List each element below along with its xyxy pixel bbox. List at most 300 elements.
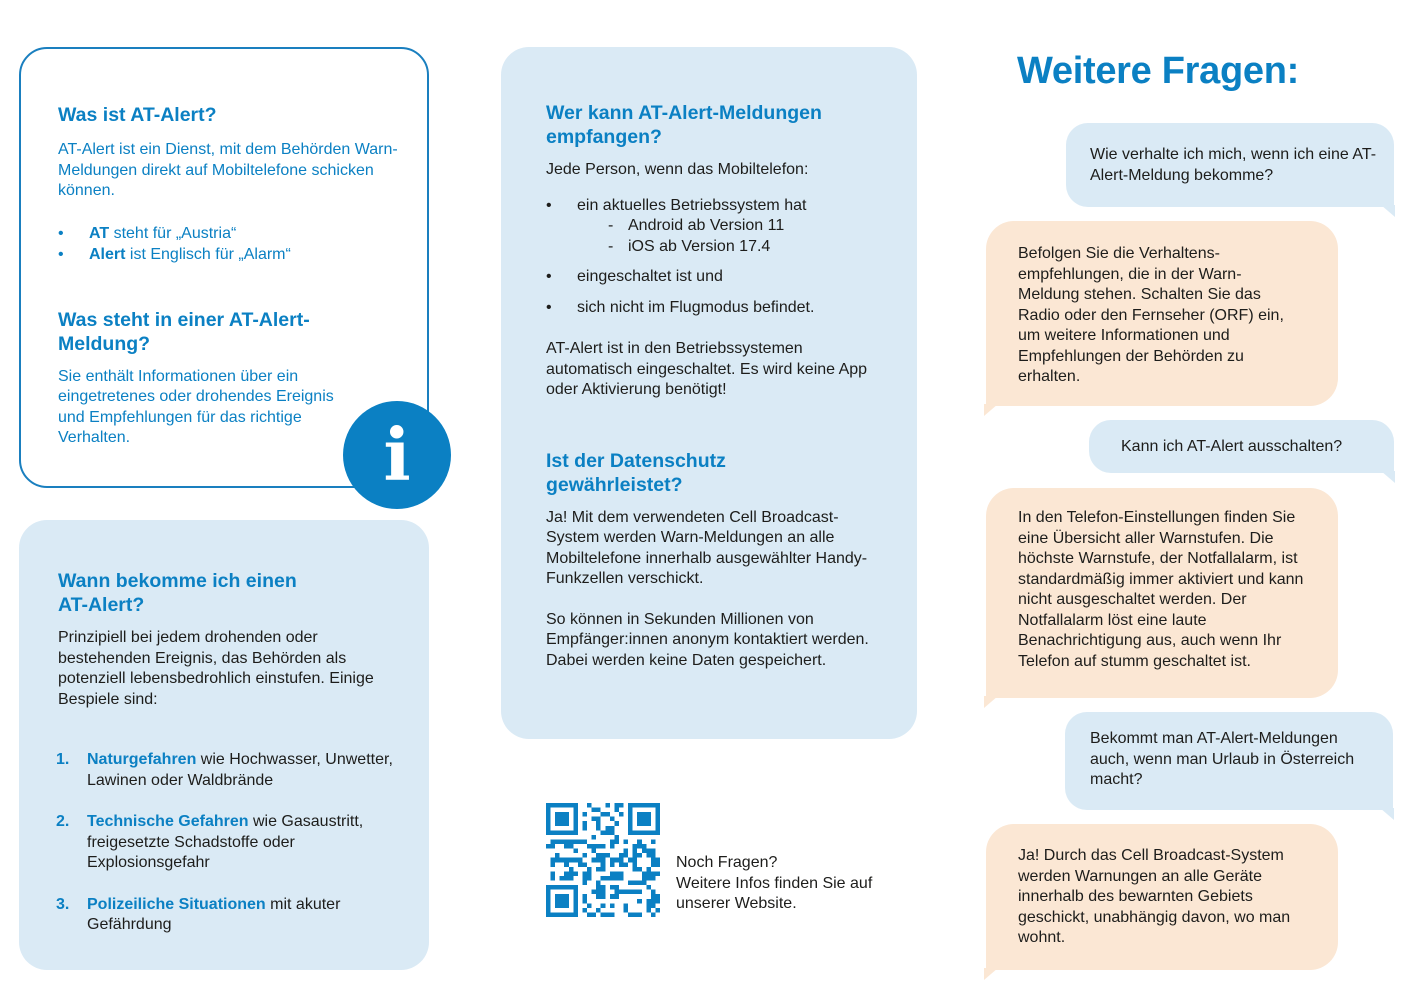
qr-module bbox=[564, 894, 569, 899]
what-is-text: AT-Alert ist ein Dienst, mit dem Behörden Warn-Meldungen direkt auf Mobiltelefone schicken können. bbox=[58, 141, 398, 199]
qr-module bbox=[569, 885, 574, 890]
qr-module bbox=[651, 894, 656, 899]
qr-module bbox=[555, 821, 560, 826]
qr-module bbox=[646, 899, 651, 904]
qr-module bbox=[624, 903, 629, 908]
qr-module bbox=[601, 912, 606, 917]
question-bubble bbox=[1089, 420, 1394, 473]
qr-module bbox=[642, 812, 647, 817]
qr-module bbox=[633, 849, 638, 854]
qr-module bbox=[601, 876, 606, 881]
bullet-bold: AT bbox=[89, 224, 110, 242]
list-number: 3. bbox=[56, 895, 70, 913]
qr-module bbox=[651, 853, 656, 858]
qr-module bbox=[646, 871, 651, 876]
qr-module bbox=[596, 817, 601, 822]
answer-text: In den Telefon-Einstellungen finden Sie eine Übersicht aller Warnstufen. Die höchste Warnstufe, der Notfallalarm, ist standardmäßig immer aktiviert und kann nicht ausgeschaltet werden. Der Notfallalarm löst eine laute Benachrichtigung aus, auch wenn Ihr Telefon auf stumm geschaltet ist. bbox=[1018, 509, 1304, 670]
qr-module bbox=[605, 912, 610, 917]
qr-module bbox=[573, 912, 578, 917]
qr-module bbox=[573, 871, 578, 876]
qr-caption-line2: Weitere Infos finden Sie auf unserer Website. bbox=[676, 874, 873, 912]
qr-module bbox=[569, 844, 574, 849]
os-sub-list bbox=[608, 216, 891, 257]
qr-module bbox=[569, 830, 574, 835]
qr-module bbox=[569, 858, 574, 863]
list-rest: wie Hochwasser, Unwetter, Lawinen oder Waldbrände bbox=[87, 751, 393, 789]
qr-module bbox=[560, 839, 565, 844]
message-content-heading: Was steht in einer AT-Alert-Meldung? bbox=[58, 308, 310, 355]
qr-module bbox=[551, 858, 556, 863]
qr-caption-line1: Noch Fragen? bbox=[676, 854, 778, 871]
qr-module bbox=[569, 876, 574, 881]
qr-module bbox=[555, 912, 560, 917]
qr-module bbox=[624, 853, 629, 858]
qr-module bbox=[582, 881, 587, 886]
qr-module bbox=[569, 912, 574, 917]
qr-module bbox=[637, 839, 642, 844]
qr-module bbox=[619, 858, 624, 863]
qr-module bbox=[587, 803, 592, 808]
qr-module bbox=[610, 826, 615, 831]
qr-module bbox=[633, 912, 638, 917]
qr-module bbox=[592, 858, 597, 863]
requirements-list bbox=[546, 196, 891, 319]
qr-module bbox=[605, 812, 610, 817]
qr-module bbox=[551, 871, 556, 876]
qr-module bbox=[555, 817, 560, 822]
qr-module bbox=[555, 830, 560, 835]
qr-module bbox=[564, 903, 569, 908]
qr-module bbox=[610, 903, 615, 908]
qr-module bbox=[642, 817, 647, 822]
qr-module bbox=[637, 803, 642, 808]
list-item bbox=[546, 196, 891, 258]
qr-module bbox=[614, 821, 619, 826]
qr-module bbox=[619, 862, 624, 867]
qr-module bbox=[646, 853, 651, 858]
qr-module bbox=[564, 912, 569, 917]
anonymity-text: So können in Sekunden Millionen von Empfänger:innen anonym kontaktiert werden. Dabei werden keine Daten gespeichert. bbox=[546, 610, 869, 669]
auto-enabled-text: AT-Alert ist in den Betriebssystemen automatisch eingeschaltet. Es wird keine App oder Aktivierung benötigt! bbox=[546, 340, 868, 398]
qr-module bbox=[592, 844, 597, 849]
bullet-rest: steht für „Austria“ bbox=[109, 224, 237, 242]
question-bubble bbox=[1065, 712, 1393, 810]
qr-module bbox=[624, 890, 629, 895]
bullet-bold: Alert bbox=[89, 245, 126, 263]
message-content-text: Sie enthält Informationen über ein eingetretenes oder drohendes Ereignis und Empfehlungen für das richtige Verhalten. bbox=[58, 367, 334, 446]
qr-module bbox=[605, 853, 610, 858]
qr-module bbox=[564, 858, 569, 863]
qr-module bbox=[646, 908, 651, 913]
qr-module bbox=[651, 899, 656, 904]
qr-module bbox=[569, 839, 574, 844]
qr-module bbox=[646, 885, 651, 890]
qr-module bbox=[596, 894, 601, 899]
qr-module bbox=[564, 862, 569, 867]
qr-module bbox=[655, 826, 660, 831]
qr-module bbox=[646, 817, 651, 822]
qr-module bbox=[587, 876, 592, 881]
qr-module bbox=[596, 853, 601, 858]
qr-module bbox=[555, 903, 560, 908]
qr-module bbox=[573, 817, 578, 822]
qr-module bbox=[646, 876, 651, 881]
bullet-item bbox=[58, 244, 398, 265]
qr-module bbox=[596, 858, 601, 863]
bullet-dot: • bbox=[546, 298, 552, 316]
qr-module bbox=[592, 912, 597, 917]
qr-module bbox=[555, 885, 560, 890]
qr-module bbox=[637, 867, 642, 872]
qr-module bbox=[642, 849, 647, 854]
qr-module bbox=[546, 821, 551, 826]
qr-module bbox=[573, 830, 578, 835]
qr-module bbox=[628, 803, 633, 808]
qr-module bbox=[596, 908, 601, 913]
qr-module bbox=[651, 876, 656, 881]
who-intro: Jede Person, wenn das Mobiltelefon: bbox=[546, 161, 809, 178]
qr-module bbox=[655, 894, 660, 899]
who-heading: Wer kann AT-Alert-Meldungen empfangen? bbox=[546, 102, 822, 148]
list-item bbox=[58, 750, 408, 791]
qr-module bbox=[573, 839, 578, 844]
bullet-rest: ist Englisch für „Alarm“ bbox=[125, 245, 291, 263]
qr-module bbox=[546, 817, 551, 822]
qr-module bbox=[587, 903, 592, 908]
qr-module bbox=[646, 903, 651, 908]
qr-module bbox=[619, 871, 624, 876]
qr-module bbox=[651, 858, 656, 863]
qr-module bbox=[569, 871, 574, 876]
list-number: 2. bbox=[56, 813, 70, 830]
qr-module bbox=[555, 839, 560, 844]
qr-module bbox=[655, 821, 660, 826]
answer-text: Ja! Durch das Cell Broadcast-System werden Warnungen an alle Geräte innerhalb des bewarnten Gebiets geschickt, unabhängig davon, wo man wohnt. bbox=[1018, 847, 1291, 946]
qr-module bbox=[546, 903, 551, 908]
qr-module bbox=[651, 903, 656, 908]
qr-module bbox=[596, 826, 601, 831]
qr-module bbox=[560, 858, 565, 863]
qr-module bbox=[551, 839, 556, 844]
qr-module bbox=[642, 821, 647, 826]
qr-module bbox=[564, 817, 569, 822]
qr-module bbox=[610, 839, 615, 844]
qr-module bbox=[578, 862, 583, 867]
bullet-dot: • bbox=[546, 268, 552, 285]
bullet-item bbox=[58, 223, 398, 244]
qr-module bbox=[651, 849, 656, 854]
qr-module bbox=[564, 844, 569, 849]
qr-module bbox=[551, 803, 556, 808]
list-rest: wie Gasaustritt, freigesetzte Schadstoffe oder Explosionsgefahr bbox=[87, 813, 364, 871]
list-item bbox=[58, 895, 408, 936]
qr-module bbox=[560, 894, 565, 899]
qr-module bbox=[587, 867, 592, 872]
qr-module bbox=[573, 858, 578, 863]
answer-bubble bbox=[986, 488, 1338, 698]
question-text: Kann ich AT-Alert ausschalten? bbox=[1121, 438, 1343, 455]
qr-module bbox=[582, 862, 587, 867]
qr-module bbox=[619, 853, 624, 858]
qr-module bbox=[633, 830, 638, 835]
qr-module bbox=[601, 894, 606, 899]
qr-module bbox=[624, 908, 629, 913]
qr-module bbox=[573, 899, 578, 904]
qr-module bbox=[596, 867, 601, 872]
qr-module bbox=[582, 826, 587, 831]
qr-module bbox=[551, 885, 556, 890]
qr-module bbox=[592, 808, 597, 813]
qr-module bbox=[610, 858, 615, 863]
qr-module bbox=[564, 803, 569, 808]
qr-module bbox=[569, 867, 574, 872]
qr-module bbox=[614, 876, 619, 881]
qr-module bbox=[651, 803, 656, 808]
qr-module bbox=[637, 912, 642, 917]
list-text: sich nicht im Flugmodus befindet. bbox=[577, 298, 815, 316]
qr-module bbox=[573, 812, 578, 817]
qr-module bbox=[569, 803, 574, 808]
qr-module bbox=[637, 853, 642, 858]
privacy-heading: Ist der Datenschutz gewährleistet? bbox=[546, 449, 726, 496]
who-card-content bbox=[546, 101, 891, 671]
qr-module bbox=[628, 812, 633, 817]
qr-module bbox=[573, 903, 578, 908]
qr-module bbox=[619, 876, 624, 881]
qr-module bbox=[633, 858, 638, 863]
qr-module bbox=[601, 890, 606, 895]
qr-module bbox=[601, 858, 606, 863]
qr-module bbox=[605, 803, 610, 808]
list-item bbox=[58, 812, 408, 874]
qr-module bbox=[628, 808, 633, 813]
qr-module bbox=[546, 803, 551, 808]
qr-module bbox=[633, 862, 638, 867]
qr-module bbox=[642, 830, 647, 835]
qr-module bbox=[560, 803, 565, 808]
qr-module bbox=[614, 803, 619, 808]
qr-module bbox=[610, 876, 615, 881]
info-icon: i bbox=[343, 401, 451, 509]
qr-module bbox=[651, 871, 656, 876]
qr-module bbox=[633, 803, 638, 808]
qr-module bbox=[560, 821, 565, 826]
when-intro: Prinzipiell bei jedem drohenden oder bestehenden Ereignis, das Behörden als potenziell lebensbedrohlich einstufen. Einige Bespiele sind: bbox=[58, 629, 374, 708]
qr-module bbox=[610, 912, 615, 917]
qr-module bbox=[628, 830, 633, 835]
qr-module bbox=[614, 871, 619, 876]
qr-module bbox=[628, 858, 633, 863]
who-card bbox=[501, 47, 917, 739]
qr-module bbox=[573, 885, 578, 890]
list-text: eingeschaltet ist und bbox=[577, 268, 723, 285]
qr-module bbox=[587, 871, 592, 876]
what-is-heading: Was ist AT-Alert? bbox=[58, 104, 217, 126]
qr-module bbox=[605, 876, 610, 881]
qr-module bbox=[555, 899, 560, 904]
list-bold: Naturgefahren bbox=[87, 751, 197, 768]
qr-module bbox=[637, 812, 642, 817]
qr-module bbox=[551, 830, 556, 835]
qr-module bbox=[637, 890, 642, 895]
qr-module bbox=[587, 844, 592, 849]
qr-module bbox=[555, 894, 560, 899]
qr-module bbox=[651, 862, 656, 867]
qr-module bbox=[592, 849, 597, 854]
qr-module bbox=[614, 808, 619, 813]
qr-module bbox=[610, 885, 615, 890]
qr-module bbox=[655, 899, 660, 904]
privacy-text: Ja! Mit dem verwendeten Cell Broadcast-System werden Warn-Meldungen an alle Mobiltelefone innerhalb ausgewählter Handy-Funkzellen verschickt. bbox=[546, 508, 868, 587]
qr-module bbox=[573, 908, 578, 913]
qr-module bbox=[651, 890, 656, 895]
qr-module bbox=[655, 803, 660, 808]
qr-module bbox=[592, 817, 597, 822]
qr-code[interactable] bbox=[546, 803, 660, 917]
qr-module bbox=[546, 808, 551, 813]
qr-module bbox=[573, 808, 578, 813]
qr-module bbox=[646, 812, 651, 817]
qr-module bbox=[605, 830, 610, 835]
qr-module bbox=[646, 867, 651, 872]
qr-module bbox=[628, 821, 633, 826]
qr-module bbox=[633, 844, 638, 849]
qr-module bbox=[582, 894, 587, 899]
qr-module bbox=[601, 903, 606, 908]
qr-module bbox=[573, 894, 578, 899]
qr-module bbox=[582, 839, 587, 844]
qr-module bbox=[596, 821, 601, 826]
qr-module bbox=[642, 844, 647, 849]
qr-module bbox=[651, 912, 656, 917]
answer-bubble bbox=[986, 824, 1338, 970]
qr-module bbox=[560, 903, 565, 908]
examples-list bbox=[58, 750, 408, 936]
qr-module bbox=[551, 876, 556, 881]
qr-module bbox=[633, 867, 638, 872]
qr-module bbox=[614, 835, 619, 840]
qr-module bbox=[610, 844, 615, 849]
qr-module bbox=[628, 826, 633, 831]
qr-module bbox=[655, 871, 660, 876]
qr-module bbox=[642, 881, 647, 886]
qr-module bbox=[655, 830, 660, 835]
qr-module bbox=[628, 817, 633, 822]
qr-module bbox=[619, 812, 624, 817]
qr-module bbox=[573, 826, 578, 831]
qr-module bbox=[651, 839, 656, 844]
qr-module bbox=[619, 890, 624, 895]
qr-module bbox=[655, 862, 660, 867]
when-heading: Wann bekomme ich einen AT-Alert? bbox=[58, 570, 297, 616]
qr-module bbox=[624, 839, 629, 844]
qr-module bbox=[628, 912, 633, 917]
qr-module bbox=[610, 871, 615, 876]
list-item bbox=[546, 267, 891, 288]
qr-module bbox=[582, 853, 587, 858]
qr-module bbox=[614, 839, 619, 844]
qr-module bbox=[551, 844, 556, 849]
qr-module bbox=[555, 853, 560, 858]
qr-module bbox=[628, 881, 633, 886]
list-bold: Polizeiliche Situationen bbox=[87, 895, 266, 913]
qr-module bbox=[614, 890, 619, 895]
question-text: Bekommt man AT-Alert-Meldungen auch, wenn man Urlaub in Österreich macht? bbox=[1090, 730, 1355, 788]
qr-module bbox=[578, 839, 583, 844]
qr-module bbox=[560, 876, 565, 881]
list-text: ein aktuelles Betriebssystem hat bbox=[577, 196, 807, 214]
faq-title: Weitere Fragen: bbox=[1017, 50, 1299, 92]
qr-module bbox=[555, 858, 560, 863]
qr-module bbox=[619, 803, 624, 808]
qr-module bbox=[560, 899, 565, 904]
qr-module bbox=[637, 899, 642, 904]
qr-module bbox=[592, 835, 597, 840]
qr-module bbox=[564, 871, 569, 876]
qr-module bbox=[573, 890, 578, 895]
qr-module bbox=[564, 839, 569, 844]
bullet-dot: • bbox=[546, 196, 552, 214]
qr-module bbox=[605, 826, 610, 831]
qr-module bbox=[596, 881, 601, 886]
qr-module bbox=[564, 821, 569, 826]
qr-module bbox=[560, 885, 565, 890]
qr-module bbox=[610, 894, 615, 899]
qr-module bbox=[546, 912, 551, 917]
qr-module bbox=[564, 885, 569, 890]
qr-module bbox=[601, 885, 606, 890]
qr-module bbox=[596, 890, 601, 895]
qr-module bbox=[637, 821, 642, 826]
qr-module bbox=[610, 862, 615, 867]
list-bold: Technische Gefahren bbox=[87, 813, 249, 830]
at-alert-bullets bbox=[58, 223, 398, 265]
qr-module bbox=[637, 830, 642, 835]
qr-module bbox=[551, 912, 556, 917]
qr-module bbox=[564, 899, 569, 904]
qr-module bbox=[655, 908, 660, 913]
qr-module bbox=[614, 858, 619, 863]
qr-module bbox=[582, 821, 587, 826]
sub-item: - iOS ab Version 17.4 bbox=[608, 237, 891, 258]
qr-module bbox=[646, 803, 651, 808]
qr-module bbox=[578, 858, 583, 863]
qr-module bbox=[601, 862, 606, 867]
when-card bbox=[19, 520, 429, 970]
qr-module bbox=[596, 808, 601, 813]
qr-module bbox=[637, 881, 642, 886]
qr-module bbox=[601, 853, 606, 858]
qr-module bbox=[624, 849, 629, 854]
qr-module bbox=[564, 812, 569, 817]
question-bubble bbox=[1066, 123, 1394, 207]
qr-module bbox=[546, 894, 551, 899]
qr-module bbox=[560, 817, 565, 822]
list-number: 1. bbox=[56, 751, 70, 768]
qr-module bbox=[637, 844, 642, 849]
qr-module bbox=[546, 826, 551, 831]
qr-module bbox=[573, 849, 578, 854]
qr-module bbox=[651, 830, 656, 835]
qr-module bbox=[601, 812, 606, 817]
qr-module bbox=[546, 812, 551, 817]
qr-module bbox=[642, 871, 647, 876]
qr-module bbox=[546, 890, 551, 895]
qr-module bbox=[601, 830, 606, 835]
qr-module bbox=[601, 867, 606, 872]
qr-module bbox=[582, 812, 587, 817]
qr-module bbox=[610, 817, 615, 822]
